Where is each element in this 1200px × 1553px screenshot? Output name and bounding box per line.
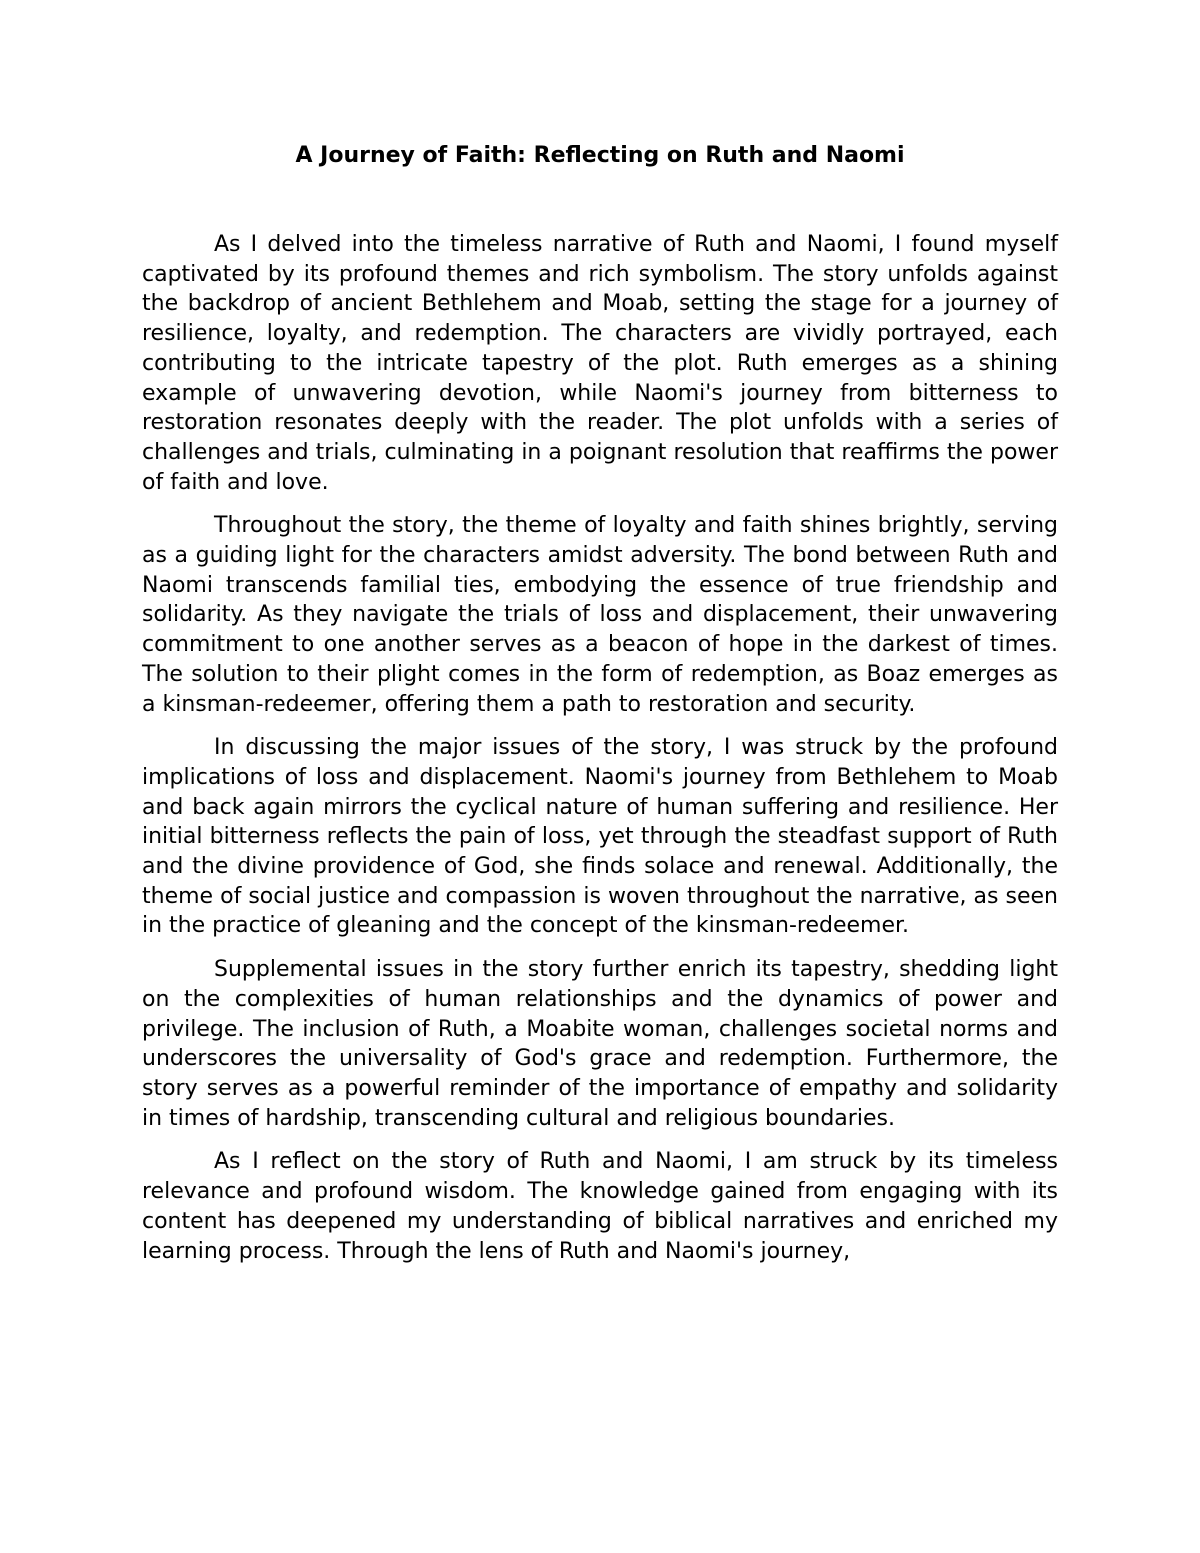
paragraph-4: Supplemental issues in the story further enrich its tapestry, shedding light on the complexities of human relationships and the dynamics of power and privilege. The inclusion of Ruth, a Moabite woman, challenges societal norms and underscores the universality of God's grace and redemption. Furthermore, the story serves as a powerful reminder of the importance of empathy and solidarity in times of hardship, transcending cultural and religious boundaries.: [142, 957, 1058, 1131]
paragraph-5: As I reflect on the story of Ruth and Naomi, I am struck by its timeless relevance and profound wisdom. The knowledge gained from engaging with its content has deepened my understanding of biblical narratives and enriched my learning process. Through the lens of Ruth and Naomi's journey,: [142, 1149, 1058, 1264]
paragraph-2: Throughout the story, the theme of loyalty and faith shines brightly, serving as a guiding light for the characters amidst adversity. The bond between Ruth and Naomi transcends familial ties, embodying the essence of true friendship and solidarity. As they navigate the trials of loss and displacement, their unwavering commitment to one another serves as a beacon of hope in the darkest of times. The solution to their plight comes in the form of redemption, as Boaz emerges as a kinsman-redeemer, offering them a path to restoration and security.: [142, 513, 1058, 717]
paragraph-1: As I delved into the timeless narrative of Ruth and Naomi, I found myself captivated by its profound themes and rich symbolism. The story unfolds against the backdrop of ancient Bethlehem and Moab, setting the stage for a journey of resilience, loyalty, and redemption. The characters are vividly portrayed, each contributing to the intricate tapestry of the plot. Ruth emerges as a shining example of unwavering devotion, while Naomi's journey from bitterness to restoration resonates deeply with the reader. The plot unfolds with a series of challenges and trials, culminating in a poignant resolution that reaffirms the power of faith and love.: [142, 232, 1058, 495]
page-title: A Journey of Faith: Reflecting on Ruth and Naomi: [295, 143, 905, 168]
paragraph-3: In discussing the major issues of the story, I was struck by the profound implications of loss and displacement. Naomi's journey from Bethlehem to Moab and back again mirrors the cyclical nature of human suffering and resilience. Her initial bitterness reflects the pain of loss, yet through the steadfast support of Ruth and the divine providence of God, she finds solace and renewal. Additionally, the theme of social justice and compassion is woven throughout the narrative, as seen in the practice of gleaning and the concept of the kinsman-redeemer.: [142, 735, 1058, 939]
document-body: [142, 230, 1058, 1280]
